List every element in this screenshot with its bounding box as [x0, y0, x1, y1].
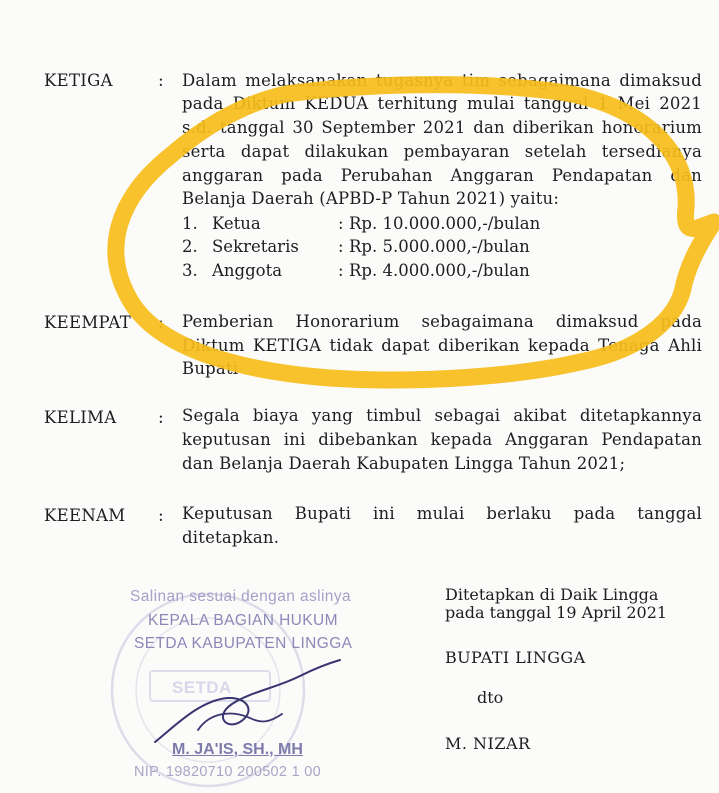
stamp-signer-name: M. JA'IS, SH., MH [172, 741, 303, 758]
clause-line: Dalam melaksanakan tugasnya tim sebagaimana dimaksud [182, 71, 702, 90]
clause-line: Belanja Daerah (APBD-P Tahun 2021) yaitu: [182, 189, 560, 208]
clause-colon: : [158, 71, 164, 91]
clause-line: ditetapkan. [182, 528, 280, 547]
list-item-amount: Rp. 10.000.000,-/bulan [349, 214, 541, 233]
clause-line: anggaran pada Perubahan Anggaran Pendapatan dan [182, 166, 702, 185]
clause-line: Bupati [182, 359, 239, 378]
clause-line: serta dapat dilakukan pembayaran setelah tersedianya [182, 142, 702, 161]
clause-label: KETIGA [44, 71, 113, 90]
signature-title: BUPATI LINGGA [445, 648, 586, 667]
clause-line: keputusan ini dibebankan kepada Anggaran Pendapatan [182, 430, 702, 449]
list-item-colon: : [338, 237, 344, 256]
list-item-role: Sekretaris [212, 237, 299, 256]
stamp-office: SETDA KABUPATEN LINGGA [134, 635, 353, 652]
signature-place: Ditetapkan di Daik Lingga [445, 585, 659, 604]
signature-dto: dto [477, 688, 504, 707]
clause-line: pada Diktum KEDUA terhitung mulai tanggal 1 Mei 2021 [182, 94, 702, 113]
clause-line: Diktum KETIGA tidak dapat diberikan kepada Tenaga Ahli [182, 336, 702, 355]
stamp-title: KEPALA BAGIAN HUKUM [148, 612, 338, 629]
signature-name: M. NIZAR [445, 734, 531, 753]
list-item-amount: Rp. 5.000.000,-/bulan [349, 237, 530, 256]
clause-colon: : [158, 313, 164, 333]
clause-line: dan Belanja Daerah Kabupaten Lingga Tahun 2021; [182, 454, 626, 473]
clause-label: KEENAM [44, 506, 126, 525]
clause-line: Keputusan Bupati ini mulai berlaku pada tanggal [182, 504, 702, 523]
stamp-signer-nip: NIP. 19820710 200502 1 00 [134, 764, 322, 780]
list-item-amount: Rp. 4.000.000,-/bulan [349, 261, 530, 280]
clause-line: Segala biaya yang timbul sebagai akibat ditetapkannya [182, 406, 702, 425]
clause-line: s.d. tanggal 30 September 2021 dan diberikan honorarium [182, 118, 702, 137]
list-item-number: 3. [182, 261, 198, 280]
clause-label: KELIMA [44, 408, 117, 427]
list-item-role: Anggota [212, 261, 283, 280]
clause-line: Pemberian Honorarium sebagaimana dimaksud pada [182, 312, 702, 331]
list-item-colon: : [338, 261, 344, 280]
clause-label: KEEMPAT [44, 313, 132, 332]
seal-text: SETDA [172, 678, 232, 697]
list-item-colon: : [338, 214, 344, 233]
clause-colon: : [158, 506, 164, 526]
list-item-role: Ketua [212, 214, 261, 233]
signature-date: pada tanggal 19 April 2021 [445, 603, 668, 622]
stamp-copy-note: Salinan sesuai dengan aslinya [130, 588, 352, 605]
clause-colon: : [158, 408, 164, 428]
list-item-number: 2. [182, 237, 198, 256]
list-item-number: 1. [182, 214, 198, 233]
